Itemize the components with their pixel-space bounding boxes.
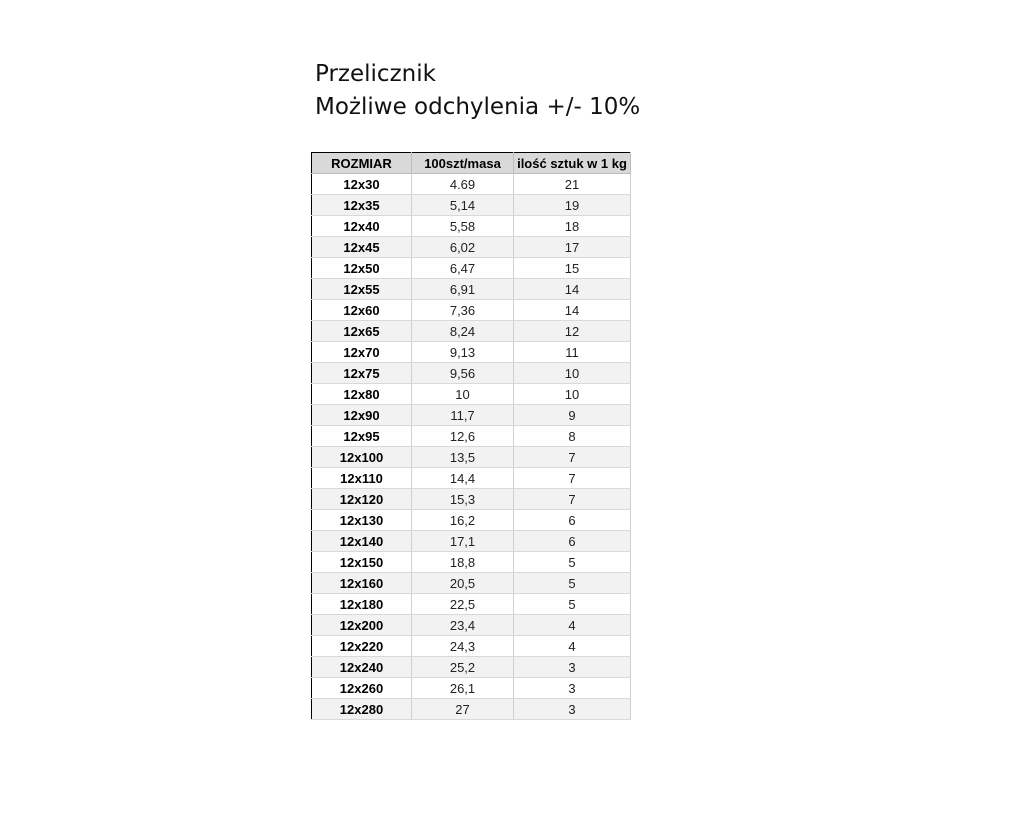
table-row: [312, 279, 631, 300]
cell-size: 12x140: [312, 531, 412, 552]
cell-mass-per-100: 27: [412, 699, 514, 720]
table-row: [312, 363, 631, 384]
table-row: [312, 594, 631, 615]
table-row: [312, 657, 631, 678]
cell-size: 12x200: [312, 615, 412, 636]
cell-mass-per-100: 5,58: [412, 216, 514, 237]
table-row: [312, 678, 631, 699]
cell-size: 12x260: [312, 678, 412, 699]
cell-pieces-per-kg: 18: [514, 216, 631, 237]
cell-size: 12x130: [312, 510, 412, 531]
cell-mass-per-100: 16,2: [412, 510, 514, 531]
cell-pieces-per-kg: 9: [514, 405, 631, 426]
cell-mass-per-100: 4.69: [412, 174, 514, 195]
cell-size: 12x160: [312, 573, 412, 594]
cell-size: 12x95: [312, 426, 412, 447]
cell-mass-per-100: 9,13: [412, 342, 514, 363]
cell-size: 12x90: [312, 405, 412, 426]
cell-mass-per-100: 15,3: [412, 489, 514, 510]
cell-pieces-per-kg: 5: [514, 594, 631, 615]
cell-pieces-per-kg: 12: [514, 321, 631, 342]
cell-size: 12x280: [312, 699, 412, 720]
cell-pieces-per-kg: 14: [514, 279, 631, 300]
table-row: [312, 384, 631, 405]
cell-mass-per-100: 9,56: [412, 363, 514, 384]
table-row: [312, 258, 631, 279]
cell-pieces-per-kg: 3: [514, 678, 631, 699]
table-body: [312, 174, 631, 720]
cell-size: 12x65: [312, 321, 412, 342]
table-row: [312, 342, 631, 363]
cell-pieces-per-kg: 21: [514, 174, 631, 195]
cell-size: 12x40: [312, 216, 412, 237]
column-header-mass: 100szt/masa: [412, 153, 514, 174]
table-header-row: [312, 153, 631, 174]
cell-mass-per-100: 18,8: [412, 552, 514, 573]
table-row: [312, 699, 631, 720]
conversion-table: [311, 152, 631, 720]
cell-pieces-per-kg: 3: [514, 657, 631, 678]
cell-pieces-per-kg: 11: [514, 342, 631, 363]
cell-size: 12x70: [312, 342, 412, 363]
cell-pieces-per-kg: 10: [514, 384, 631, 405]
column-header-size: ROZMIAR: [312, 153, 412, 174]
table-row: [312, 195, 631, 216]
cell-mass-per-100: 22,5: [412, 594, 514, 615]
cell-size: 12x110: [312, 468, 412, 489]
table-row: [312, 426, 631, 447]
column-header-quantity: ilość sztuk w 1 kg: [514, 153, 631, 174]
table-row: [312, 174, 631, 195]
table-row: [312, 237, 631, 258]
cell-mass-per-100: 14,4: [412, 468, 514, 489]
cell-mass-per-100: 7,36: [412, 300, 514, 321]
cell-size: 12x100: [312, 447, 412, 468]
cell-pieces-per-kg: 17: [514, 237, 631, 258]
cell-size: 12x75: [312, 363, 412, 384]
table-row: [312, 300, 631, 321]
table-row: [312, 468, 631, 489]
table-row: [312, 489, 631, 510]
cell-mass-per-100: 26,1: [412, 678, 514, 699]
cell-mass-per-100: 10: [412, 384, 514, 405]
cell-pieces-per-kg: 7: [514, 489, 631, 510]
cell-size: 12x35: [312, 195, 412, 216]
cell-pieces-per-kg: 7: [514, 447, 631, 468]
cell-size: 12x240: [312, 657, 412, 678]
cell-pieces-per-kg: 15: [514, 258, 631, 279]
cell-mass-per-100: 6,91: [412, 279, 514, 300]
tolerance-note: Możliwe odchylenia +/- 10%: [315, 94, 641, 120]
cell-size: 12x55: [312, 279, 412, 300]
cell-pieces-per-kg: 4: [514, 615, 631, 636]
cell-pieces-per-kg: 10: [514, 363, 631, 384]
cell-pieces-per-kg: 5: [514, 552, 631, 573]
cell-mass-per-100: 24,3: [412, 636, 514, 657]
cell-mass-per-100: 6,02: [412, 237, 514, 258]
table-row: [312, 615, 631, 636]
table-row: [312, 216, 631, 237]
cell-mass-per-100: 17,1: [412, 531, 514, 552]
table-row: [312, 321, 631, 342]
cell-size: 12x80: [312, 384, 412, 405]
cell-mass-per-100: 5,14: [412, 195, 514, 216]
table-row: [312, 573, 631, 594]
table-row: [312, 531, 631, 552]
table-row: [312, 510, 631, 531]
page-title: Przelicznik: [315, 61, 436, 87]
table-row: [312, 405, 631, 426]
table-row: [312, 447, 631, 468]
cell-mass-per-100: 20,5: [412, 573, 514, 594]
cell-mass-per-100: 12,6: [412, 426, 514, 447]
cell-size: 12x180: [312, 594, 412, 615]
cell-size: 12x30: [312, 174, 412, 195]
cell-size: 12x120: [312, 489, 412, 510]
cell-size: 12x50: [312, 258, 412, 279]
cell-size: 12x150: [312, 552, 412, 573]
cell-pieces-per-kg: 7: [514, 468, 631, 489]
cell-mass-per-100: 23,4: [412, 615, 514, 636]
cell-mass-per-100: 13,5: [412, 447, 514, 468]
cell-size: 12x45: [312, 237, 412, 258]
cell-mass-per-100: 8,24: [412, 321, 514, 342]
table-row: [312, 552, 631, 573]
table-row: [312, 636, 631, 657]
heading: [315, 58, 640, 124]
cell-size: 12x60: [312, 300, 412, 321]
cell-pieces-per-kg: 4: [514, 636, 631, 657]
cell-mass-per-100: 11,7: [412, 405, 514, 426]
cell-pieces-per-kg: 8: [514, 426, 631, 447]
cell-pieces-per-kg: 3: [514, 699, 631, 720]
cell-mass-per-100: 25,2: [412, 657, 514, 678]
cell-pieces-per-kg: 19: [514, 195, 631, 216]
cell-pieces-per-kg: 6: [514, 510, 631, 531]
cell-pieces-per-kg: 5: [514, 573, 631, 594]
cell-mass-per-100: 6,47: [412, 258, 514, 279]
cell-pieces-per-kg: 14: [514, 300, 631, 321]
cell-pieces-per-kg: 6: [514, 531, 631, 552]
cell-size: 12x220: [312, 636, 412, 657]
